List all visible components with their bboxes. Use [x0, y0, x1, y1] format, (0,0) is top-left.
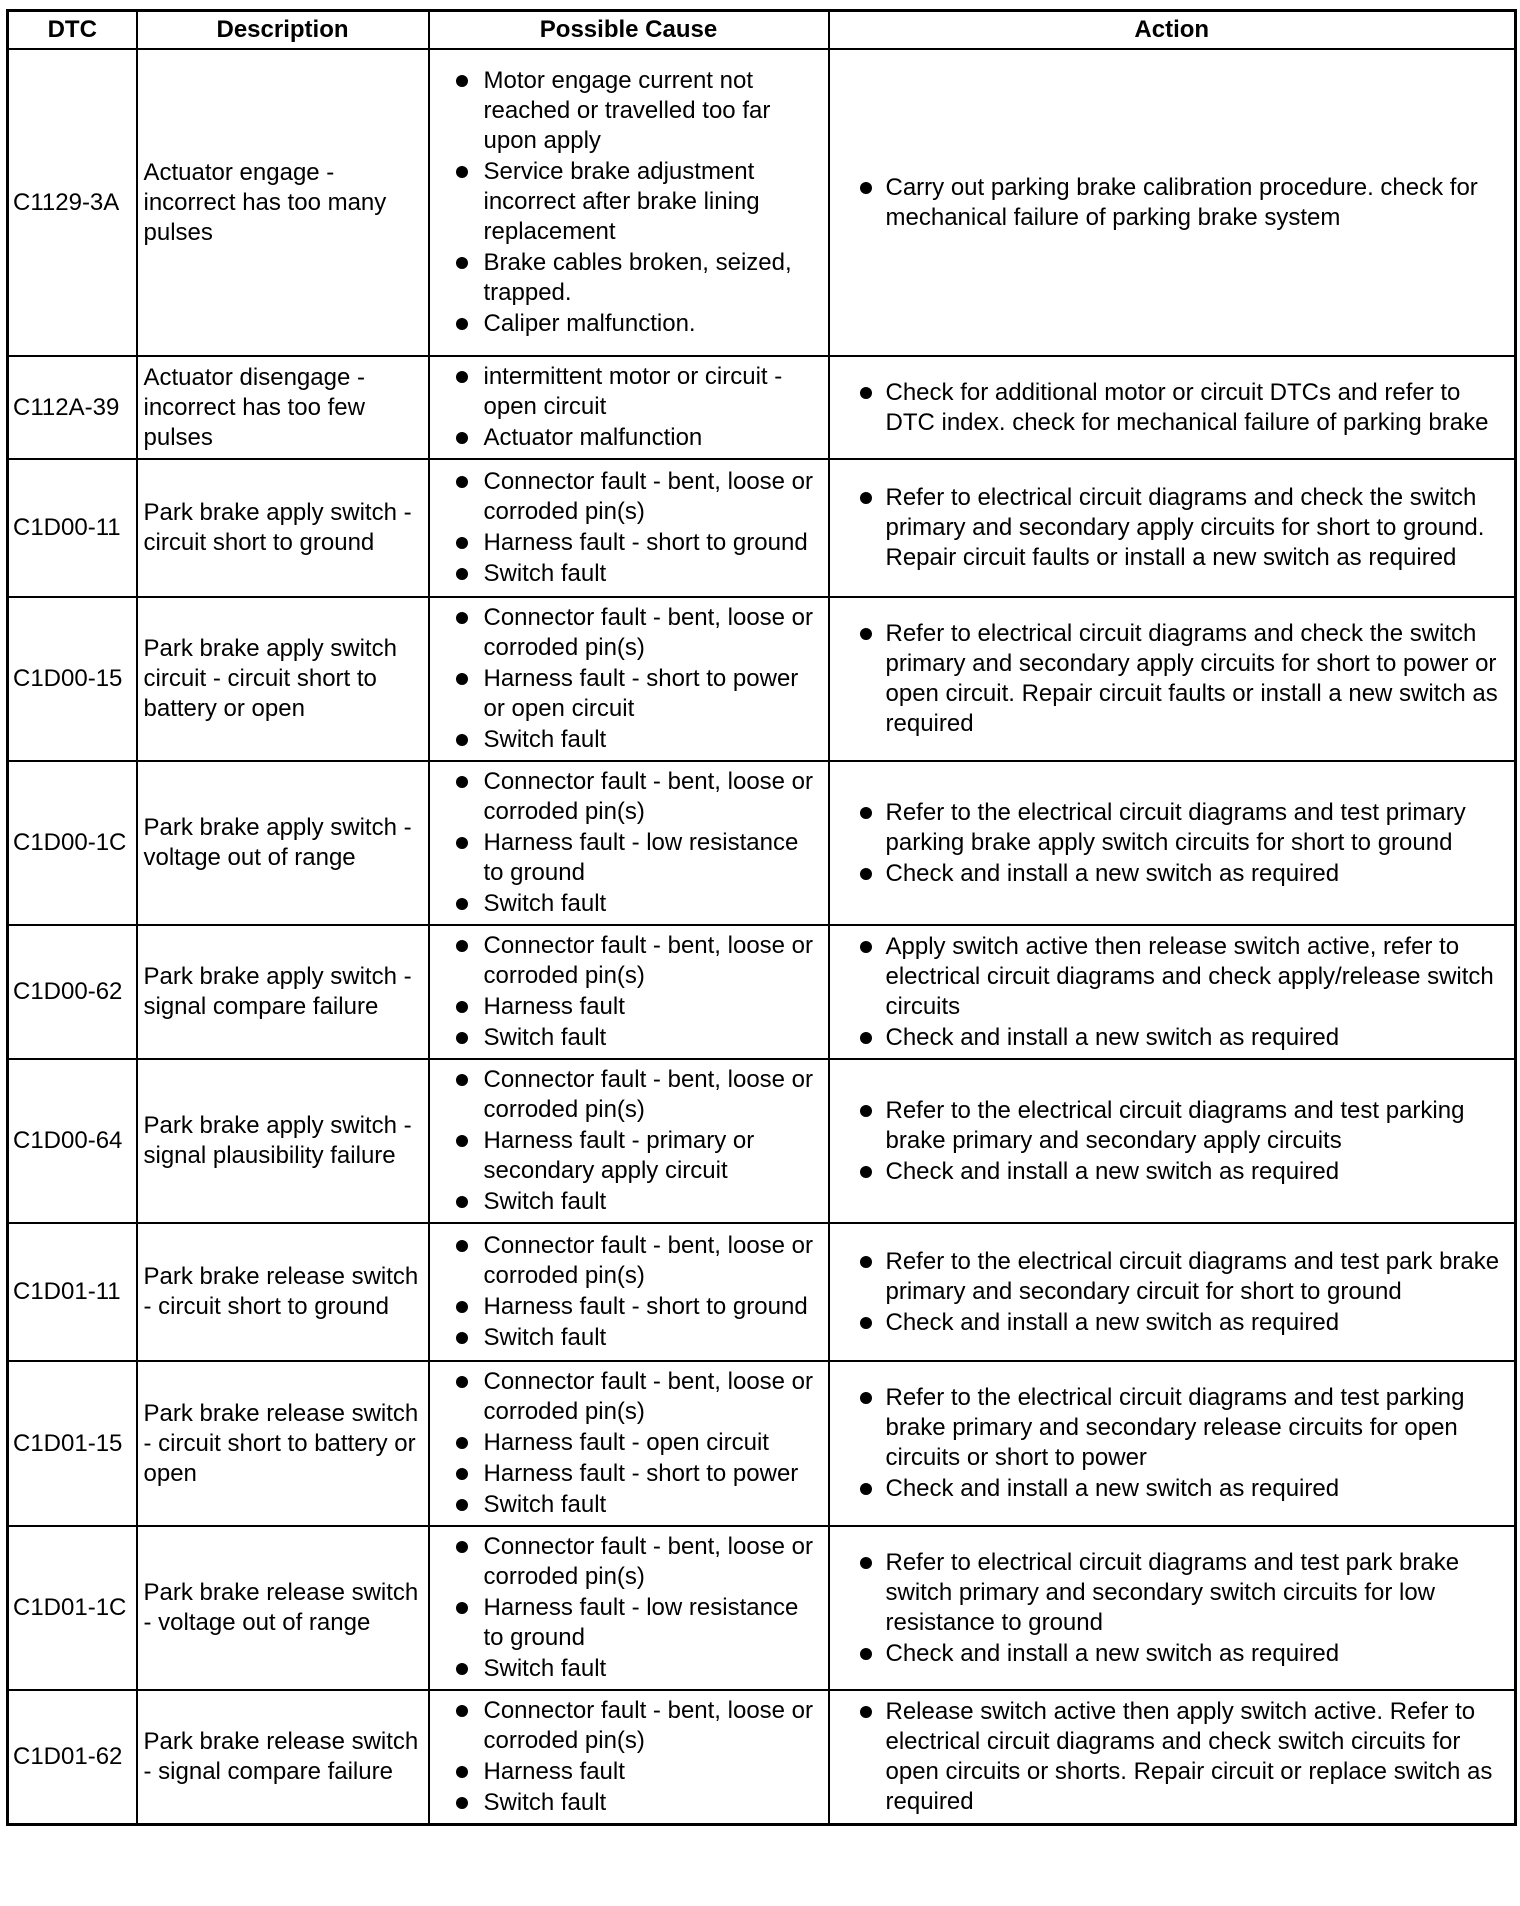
- table-row: [8, 459, 1516, 597]
- possible-cause-item: Connector fault - bent, loose or corroded pin(s): [436, 931, 822, 991]
- dtc-code: C1D01-1C: [8, 1526, 137, 1690]
- action-item: Check and install a new switch as required: [836, 1023, 1509, 1053]
- dtc-description: Park brake apply switch - signal plausibility failure: [137, 1059, 429, 1223]
- dtc-description: Park brake release switch - signal compare failure: [137, 1690, 429, 1825]
- action-item: Apply switch active then release switch active, refer to electrical circuit diagrams and check apply/release switch circuits: [836, 932, 1509, 1022]
- action-list: [836, 798, 1509, 889]
- action-list: [836, 1697, 1509, 1817]
- dtc-description: Actuator disengage - incorrect has too few pulses: [137, 356, 429, 459]
- possible-cause-list: [436, 767, 822, 919]
- action-item: Refer to the electrical circuit diagrams and test parking brake primary and secondary release circuits for open circuits or short to power: [836, 1383, 1509, 1473]
- possible-cause-item: Harness fault - primary or secondary apply circuit: [436, 1126, 822, 1186]
- possible-cause-list: [436, 1532, 822, 1684]
- action-list: [836, 1096, 1509, 1187]
- dtc-description: Park brake apply switch circuit - circuit short to battery or open: [137, 597, 429, 761]
- action-item: Carry out parking brake calibration procedure. check for mechanical failure of parking brake system: [836, 173, 1509, 233]
- possible-cause-item: Harness fault - open circuit: [436, 1428, 822, 1458]
- possible-cause-list: [436, 1367, 822, 1520]
- possible-cause-item: Harness fault - short to power or open circuit: [436, 664, 822, 724]
- possible-cause-item: Connector fault - bent, loose or corroded pin(s): [436, 1532, 822, 1592]
- possible-cause-cell: [429, 597, 829, 761]
- dtc-code: C1129-3A: [8, 49, 137, 356]
- dtc-code: C112A-39: [8, 356, 137, 459]
- action-list: [836, 378, 1509, 438]
- possible-cause-item: Switch fault: [436, 1490, 822, 1520]
- action-list: [836, 932, 1509, 1053]
- dtc-table: [6, 9, 1517, 1826]
- possible-cause-list: [436, 362, 822, 453]
- possible-cause-list: [436, 1231, 822, 1353]
- possible-cause-item: Caliper malfunction.: [436, 309, 822, 339]
- possible-cause-list: [436, 931, 822, 1053]
- possible-cause-item: Connector fault - bent, loose or corroded pin(s): [436, 1231, 822, 1291]
- dtc-description: Park brake release switch - circuit short to ground: [137, 1223, 429, 1361]
- action-cell: [829, 1059, 1516, 1223]
- possible-cause-cell: [429, 925, 829, 1059]
- action-item: Release switch active then apply switch active. Refer to electrical circuit diagrams and check switch circuits for open circuits or shorts. Repair circuit or replace switch as required: [836, 1697, 1509, 1817]
- possible-cause-item: Switch fault: [436, 1323, 822, 1353]
- table-row: [8, 1361, 1516, 1526]
- possible-cause-item: Harness fault: [436, 1757, 822, 1787]
- action-item: Check and install a new switch as required: [836, 1308, 1509, 1338]
- action-cell: [829, 1690, 1516, 1825]
- action-item: Refer to electrical circuit diagrams and check the switch primary and secondary apply circuits for short to power or open circuit. Repair circuit faults or install a new switch as required: [836, 619, 1509, 739]
- action-cell: [829, 761, 1516, 925]
- possible-cause-item: Switch fault: [436, 1654, 822, 1684]
- table-row: [8, 761, 1516, 925]
- dtc-description: Park brake release switch - circuit short to battery or open: [137, 1361, 429, 1526]
- possible-cause-list: [436, 467, 822, 589]
- possible-cause-cell: [429, 1690, 829, 1825]
- action-list: [836, 483, 1509, 573]
- action-list: [836, 173, 1509, 233]
- action-cell: [829, 1526, 1516, 1690]
- possible-cause-cell: [429, 1361, 829, 1526]
- possible-cause-item: Connector fault - bent, loose or corroded pin(s): [436, 467, 822, 527]
- dtc-code: C1D00-11: [8, 459, 137, 597]
- possible-cause-list: [436, 1065, 822, 1217]
- table-row: [8, 1690, 1516, 1825]
- possible-cause-item: Harness fault - low resistance to ground: [436, 1593, 822, 1653]
- possible-cause-item: Connector fault - bent, loose or corroded pin(s): [436, 603, 822, 663]
- action-item: Check and install a new switch as required: [836, 1474, 1509, 1504]
- action-list: [836, 1383, 1509, 1504]
- possible-cause-cell: [429, 1223, 829, 1361]
- action-cell: [829, 459, 1516, 597]
- possible-cause-item: Switch fault: [436, 725, 822, 755]
- possible-cause-cell: [429, 49, 829, 356]
- action-list: [836, 1247, 1509, 1338]
- possible-cause-item: Connector fault - bent, loose or corroded pin(s): [436, 1065, 822, 1125]
- action-cell: [829, 356, 1516, 459]
- action-item: Check and install a new switch as required: [836, 1639, 1509, 1669]
- possible-cause-cell: [429, 761, 829, 925]
- possible-cause-item: intermittent motor or circuit - open circuit: [436, 362, 822, 422]
- table-row: [8, 1526, 1516, 1690]
- possible-cause-item: Switch fault: [436, 1187, 822, 1217]
- possible-cause-item: Harness fault - short to ground: [436, 1292, 822, 1322]
- possible-cause-cell: [429, 1059, 829, 1223]
- dtc-description: Park brake apply switch - circuit short to ground: [137, 459, 429, 597]
- possible-cause-item: Connector fault - bent, loose or corroded pin(s): [436, 1367, 822, 1427]
- action-item: Check and install a new switch as required: [836, 859, 1509, 889]
- possible-cause-cell: [429, 459, 829, 597]
- possible-cause-item: Harness fault - short to power: [436, 1459, 822, 1489]
- dtc-code: C1D00-62: [8, 925, 137, 1059]
- possible-cause-item: Actuator malfunction: [436, 423, 822, 453]
- possible-cause-item: Switch fault: [436, 889, 822, 919]
- action-cell: [829, 1361, 1516, 1526]
- table-row: [8, 49, 1516, 356]
- possible-cause-cell: [429, 356, 829, 459]
- possible-cause-item: Motor engage current not reached or travelled too far upon apply: [436, 66, 822, 156]
- action-item: Check and install a new switch as required: [836, 1157, 1509, 1187]
- table-row: [8, 1223, 1516, 1361]
- possible-cause-item: Switch fault: [436, 559, 822, 589]
- dtc-description: Park brake apply switch - voltage out of range: [137, 761, 429, 925]
- table-body: [8, 49, 1516, 1825]
- table-header-row: [8, 11, 1516, 50]
- possible-cause-item: Brake cables broken, seized, trapped.: [436, 248, 822, 308]
- possible-cause-list: [436, 1696, 822, 1818]
- action-item: Check for additional motor or circuit DTCs and refer to DTC index. check for mechanical failure of parking brake: [836, 378, 1509, 438]
- dtc-description: Park brake apply switch - signal compare failure: [137, 925, 429, 1059]
- possible-cause-list: [436, 66, 822, 339]
- action-item: Refer to the electrical circuit diagrams and test parking brake primary and secondary apply circuits: [836, 1096, 1509, 1156]
- action-cell: [829, 597, 1516, 761]
- header-action: Action: [829, 11, 1516, 50]
- header-possible-cause: Possible Cause: [429, 11, 829, 50]
- action-cell: [829, 49, 1516, 356]
- action-list: [836, 619, 1509, 739]
- dtc-code: C1D00-64: [8, 1059, 137, 1223]
- dtc-code: C1D00-15: [8, 597, 137, 761]
- possible-cause-item: Switch fault: [436, 1023, 822, 1053]
- dtc-code: C1D01-11: [8, 1223, 137, 1361]
- header-dtc: DTC: [8, 11, 137, 50]
- action-cell: [829, 1223, 1516, 1361]
- table-row: [8, 597, 1516, 761]
- possible-cause-item: Connector fault - bent, loose or corroded pin(s): [436, 1696, 822, 1756]
- dtc-description: Park brake release switch - voltage out of range: [137, 1526, 429, 1690]
- dtc-code: C1D01-15: [8, 1361, 137, 1526]
- action-item: Refer to electrical circuit diagrams and test park brake switch primary and secondary switch circuits for low resistance to ground: [836, 1548, 1509, 1638]
- action-list: [836, 1548, 1509, 1669]
- possible-cause-item: Switch fault: [436, 1788, 822, 1818]
- table-row: [8, 356, 1516, 459]
- possible-cause-list: [436, 603, 822, 755]
- possible-cause-item: Harness fault: [436, 992, 822, 1022]
- table-row: [8, 1059, 1516, 1223]
- action-cell: [829, 925, 1516, 1059]
- action-item: Refer to the electrical circuit diagrams and test primary parking brake apply switch circuits for short to ground: [836, 798, 1509, 858]
- possible-cause-item: Harness fault - short to ground: [436, 528, 822, 558]
- possible-cause-item: Connector fault - bent, loose or corroded pin(s): [436, 767, 822, 827]
- possible-cause-item: Service brake adjustment incorrect after brake lining replacement: [436, 157, 822, 247]
- possible-cause-cell: [429, 1526, 829, 1690]
- possible-cause-item: Harness fault - low resistance to ground: [436, 828, 822, 888]
- dtc-code: C1D00-1C: [8, 761, 137, 925]
- action-item: Refer to electrical circuit diagrams and check the switch primary and secondary apply circuits for short to ground. Repair circuit faults or install a new switch as required: [836, 483, 1509, 573]
- header-description: Description: [137, 11, 429, 50]
- dtc-description: Actuator engage - incorrect has too many pulses: [137, 49, 429, 356]
- action-item: Refer to the electrical circuit diagrams and test park brake primary and secondary circuit for short to ground: [836, 1247, 1509, 1307]
- table-row: [8, 925, 1516, 1059]
- dtc-code: C1D01-62: [8, 1690, 137, 1825]
